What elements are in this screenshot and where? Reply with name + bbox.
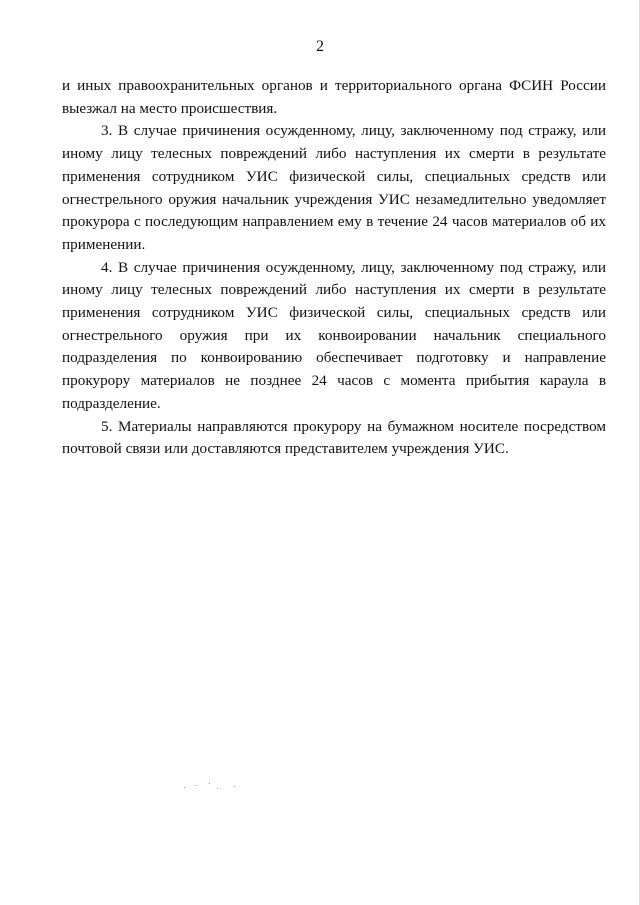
document-body (62, 75, 606, 461)
paragraph-item-3: 3. В случае причинения осужденному, лицу, заключенному под стражу, или иному лицу телесных повреждений либо наступления их смерти в результате применения сотрудником УИС физической силы, специальных средств или огнестрельного оружия начальник учреждения УИС незамедлительно уведомляет прокурора с последующим направлением ему в течение 24 часов материалов об их применении. (62, 122, 606, 253)
paragraph-continuation: и иных правоохранительных органов и территориального органа ФСИН России выезжал на место происшествия. (62, 77, 606, 117)
scan-speck (184, 787, 185, 788)
scan-speck (196, 785, 197, 786)
scan-speck (217, 788, 218, 789)
paragraph-item-5: 5. Материалы направляются прокурору на бумажном носителе посредством почтовой связи или доставляются представителем учреждения УИС. (62, 417, 606, 458)
page-number: 2 (316, 38, 324, 55)
paragraph-item-4: 4. В случае причинения осужденному, лицу, заключенному под стражу, или иному лицу телесных повреждений либо наступления их смерти в результате применения сотрудником УИС физической силы, специальных средств или огнестрельного оружия при их конвоировании начальник специального подразделения по конвоированию обеспечивает подготовку и направление прокурору материалов не позднее 24 часов с момента прибытия караула в подразделение. (62, 258, 606, 412)
scan-speck (209, 783, 210, 784)
scan-noise (182, 782, 242, 792)
scan-speck (234, 786, 235, 787)
